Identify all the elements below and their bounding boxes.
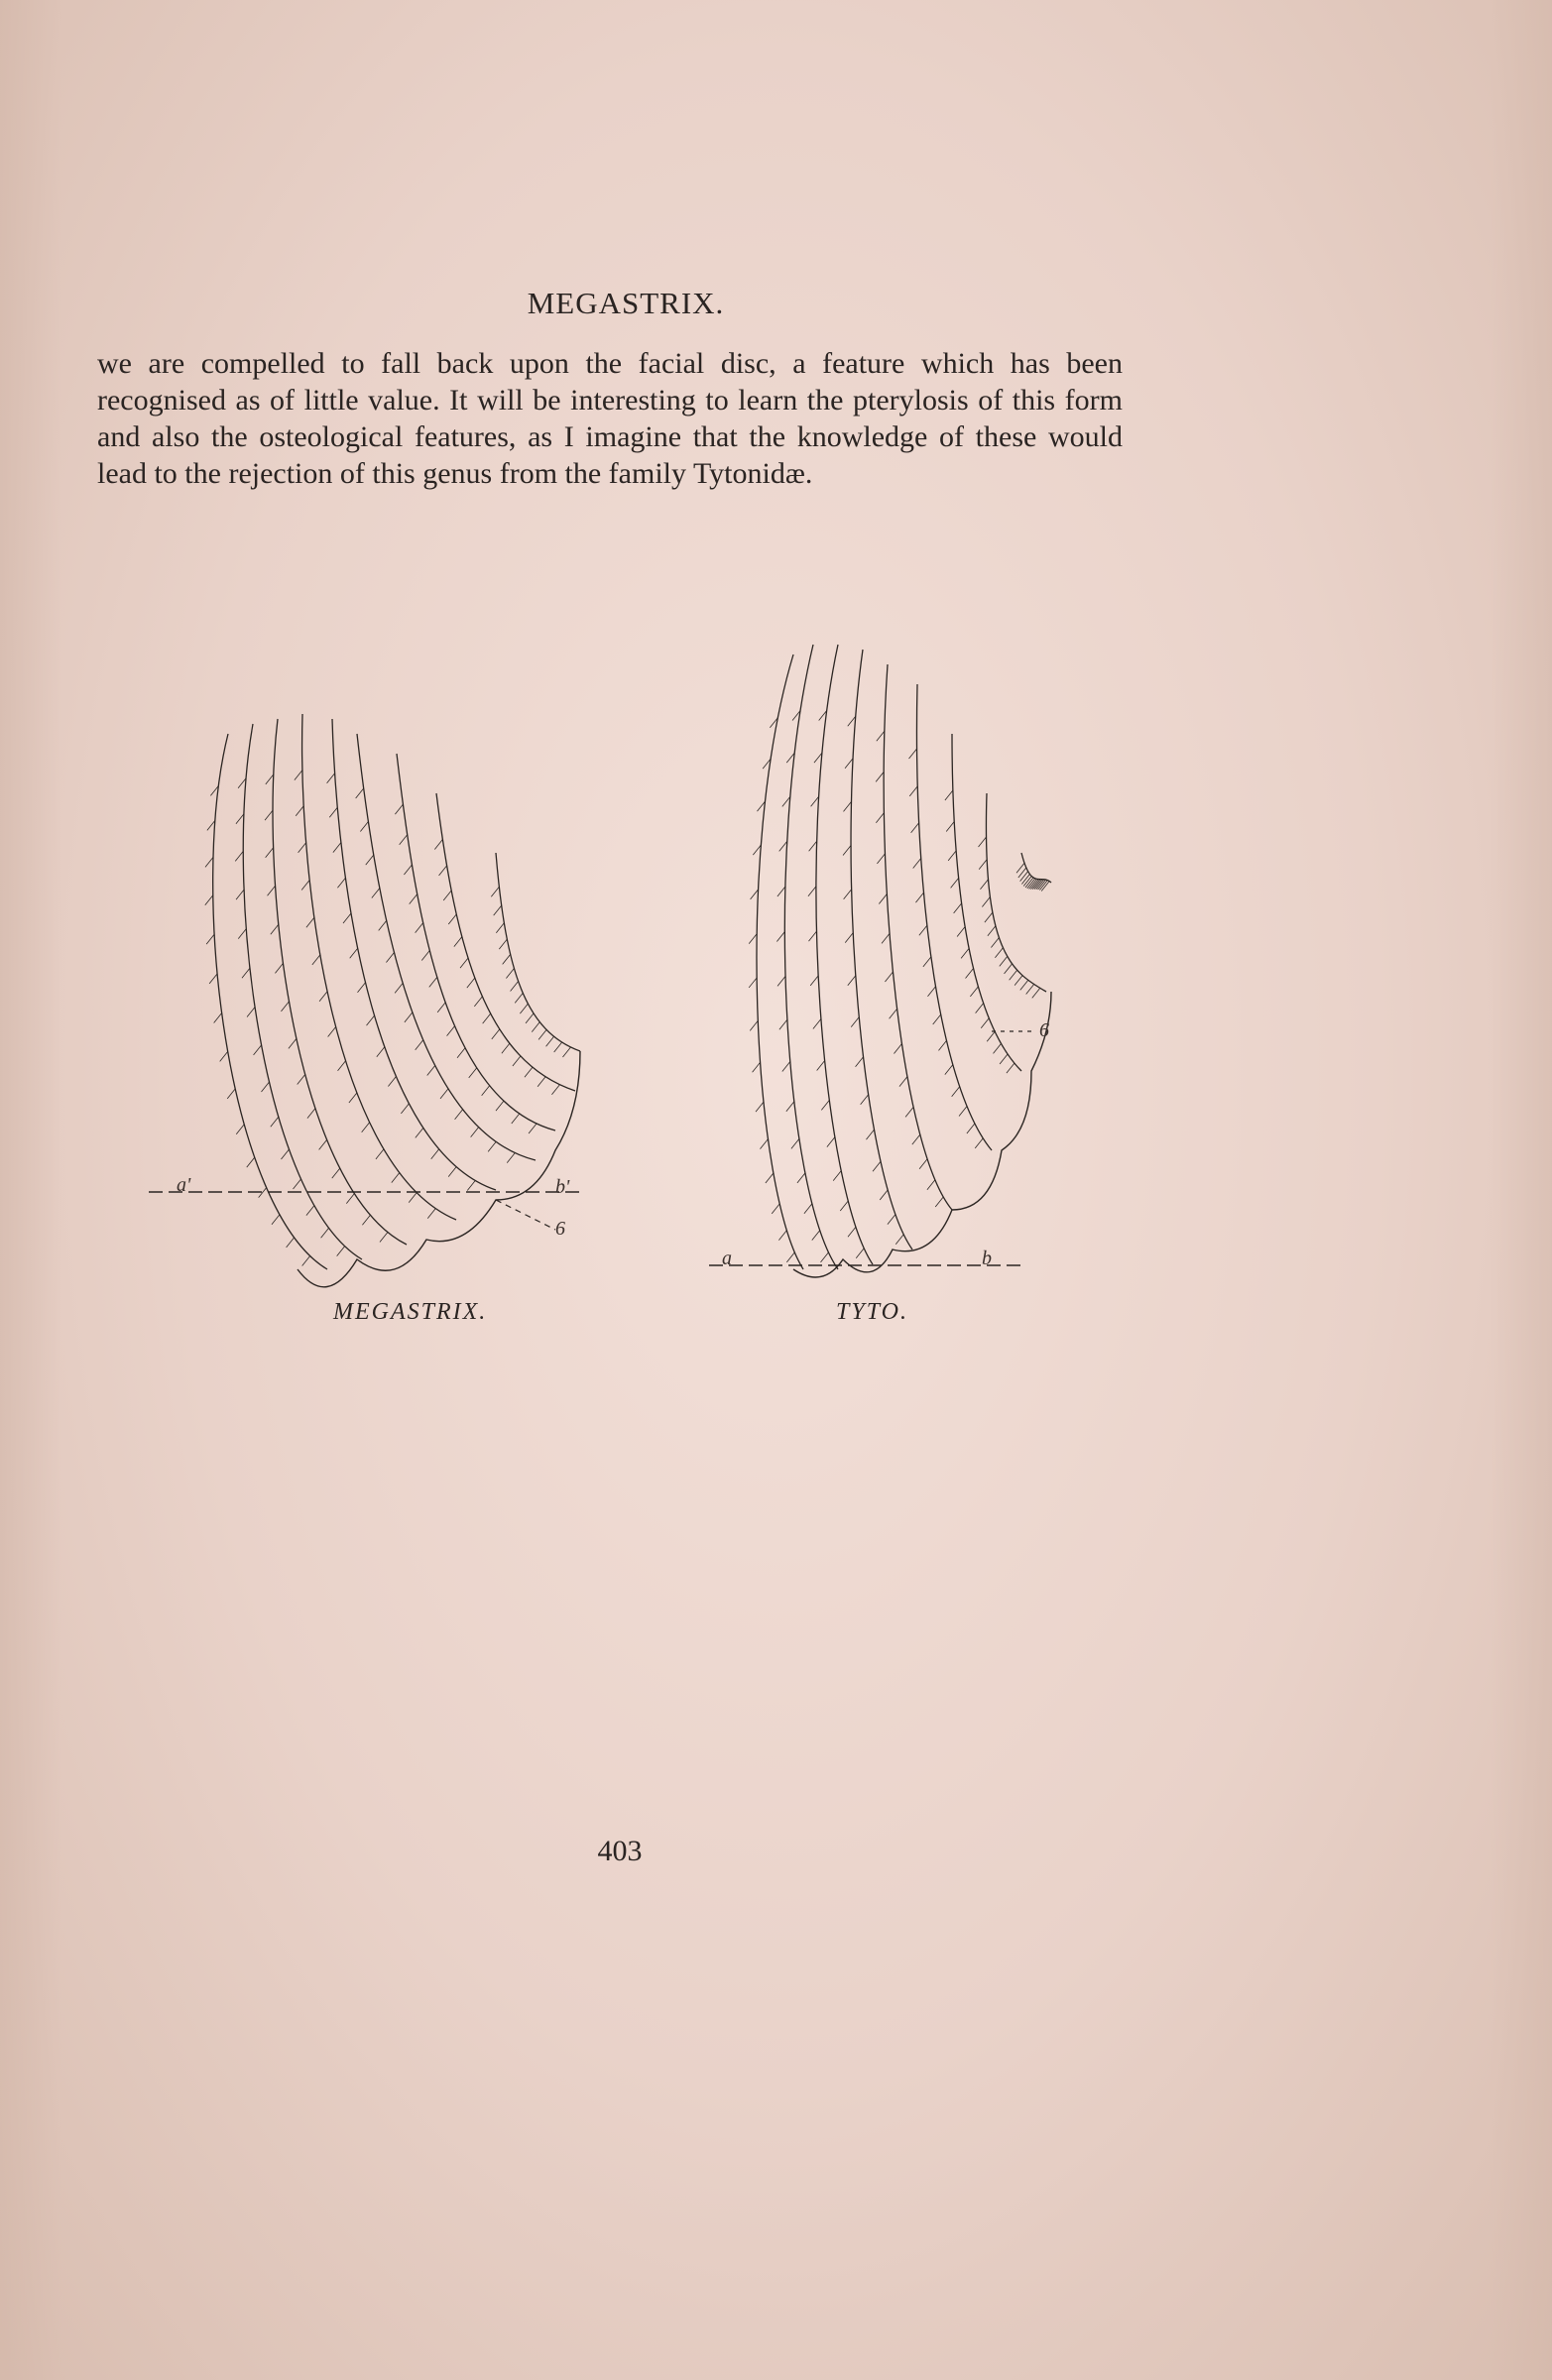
- feather-barb: [205, 895, 213, 905]
- feather-barb: [392, 1173, 400, 1183]
- feather-barb: [912, 1134, 920, 1144]
- feather-barb: [434, 839, 442, 849]
- feather-barb: [848, 1227, 856, 1237]
- feather-barb: [529, 1124, 537, 1133]
- feather-barb: [312, 955, 320, 965]
- feather-barb: [275, 963, 283, 973]
- feather-barb: [779, 841, 787, 851]
- feather-barb: [551, 1085, 559, 1095]
- feather-barb: [877, 854, 885, 864]
- feather-barb: [511, 981, 519, 991]
- feather-barb: [844, 890, 852, 899]
- feather-barb: [1026, 985, 1034, 995]
- feather-barb: [296, 806, 303, 816]
- feather-barb: [778, 1231, 786, 1241]
- feather-barb: [856, 1057, 864, 1067]
- feather-barb: [873, 1161, 881, 1171]
- feather-barb: [856, 1249, 864, 1258]
- feather-barb: [877, 731, 885, 741]
- feather-barb: [377, 1047, 385, 1057]
- feather-barb: [319, 1139, 327, 1149]
- feather-barb: [851, 1017, 859, 1027]
- feather-barb: [220, 1051, 228, 1061]
- feather-barb: [400, 835, 408, 845]
- feather-barb: [439, 866, 447, 876]
- feather-barb: [405, 1012, 413, 1022]
- feather-barb: [840, 1201, 848, 1211]
- feather-barb: [1020, 980, 1028, 990]
- feather-barb: [804, 1204, 812, 1214]
- feather-barb: [205, 857, 213, 867]
- feather-barb: [919, 925, 927, 935]
- feather-shaft: [302, 714, 456, 1220]
- feather-barb: [938, 1040, 946, 1050]
- feather-barb: [281, 1149, 289, 1159]
- feather-barb: [913, 859, 921, 869]
- feather-barb: [786, 1252, 794, 1262]
- feather-barb: [448, 1167, 456, 1177]
- feather-barb: [306, 1206, 314, 1216]
- feather-barb: [979, 837, 987, 847]
- feather-barb: [386, 952, 394, 962]
- feather-barb: [431, 1149, 439, 1159]
- feather-barb: [236, 814, 244, 824]
- feather-barb: [885, 972, 893, 982]
- megastrix-line-6: [496, 1200, 555, 1230]
- feather-barb: [933, 1014, 941, 1024]
- feather-barb: [306, 917, 314, 927]
- feather-barb: [268, 886, 276, 895]
- feather-barb: [494, 905, 502, 915]
- feather-barb: [879, 894, 887, 904]
- feather-shaft: [916, 684, 992, 1150]
- feather-barb: [777, 887, 785, 896]
- feather-barb: [372, 889, 380, 898]
- feather-barb: [488, 1141, 496, 1151]
- feather-shaft: [496, 853, 580, 1051]
- feather-barb: [483, 1013, 491, 1023]
- feather-barb: [948, 851, 956, 861]
- feather-barb: [843, 846, 851, 856]
- feather-barb: [779, 1019, 787, 1029]
- feather-barb: [482, 1086, 490, 1096]
- feather-barb: [927, 1180, 935, 1190]
- label-b: b: [982, 1248, 992, 1269]
- feather-barb: [427, 1209, 435, 1219]
- feather-barb: [236, 890, 244, 899]
- feather-barb: [395, 983, 403, 993]
- feather-barb: [554, 1042, 562, 1052]
- feather-barb: [812, 1231, 820, 1241]
- feather-barb: [247, 1157, 255, 1167]
- feather-barb: [287, 1238, 295, 1248]
- feather-barb: [298, 1074, 305, 1084]
- feather-barb: [1032, 988, 1040, 998]
- feather-illustrations: [0, 595, 1552, 1349]
- feather-barb: [356, 788, 364, 798]
- feather-barb: [546, 1036, 554, 1046]
- feather-barb: [261, 1082, 269, 1092]
- feather-barb: [513, 1056, 521, 1066]
- feather-barb: [362, 1215, 370, 1225]
- figure-plate: [0, 595, 1552, 1349]
- feather-barb: [821, 1100, 829, 1110]
- feather-barb: [1000, 1054, 1008, 1064]
- feather-barb: [469, 1068, 477, 1078]
- feather-barb: [329, 807, 337, 817]
- feather-barb: [471, 1128, 479, 1137]
- feather-barb: [970, 987, 978, 997]
- feather-barb: [1020, 872, 1028, 882]
- feather-barb: [1010, 970, 1017, 980]
- feather-barb: [327, 774, 335, 783]
- feather-shaft: [851, 650, 912, 1250]
- feather-barb: [512, 1114, 520, 1124]
- feather-shaft: [757, 654, 803, 1269]
- feather-barb: [776, 931, 784, 941]
- label-a-prime: a': [177, 1174, 191, 1196]
- feather-barb: [813, 1019, 821, 1029]
- feather-barb: [945, 790, 953, 800]
- feather-barb: [976, 1004, 984, 1013]
- feather-barb: [820, 1252, 828, 1262]
- feather-shaft: [243, 724, 362, 1259]
- feather-barb: [467, 1180, 475, 1190]
- feather-barb: [254, 1045, 262, 1055]
- feather-barb: [503, 954, 511, 964]
- feather-barb: [380, 1233, 388, 1243]
- feather-barb: [409, 1193, 417, 1203]
- feather-barb: [954, 903, 962, 913]
- feather-barb: [271, 1117, 279, 1127]
- feather-barb: [272, 1215, 280, 1225]
- feather-barb: [993, 1043, 1001, 1053]
- feather-barb: [502, 1043, 510, 1053]
- feather-barb: [294, 1179, 301, 1189]
- feather-barb: [982, 897, 990, 907]
- feather-barb: [289, 1038, 297, 1048]
- feather-barb: [882, 933, 890, 943]
- feather-barb: [899, 1077, 907, 1087]
- feather-barb: [894, 1044, 901, 1054]
- feather-barb: [429, 977, 437, 987]
- feather-barb: [343, 913, 351, 923]
- feather-barb: [410, 894, 418, 904]
- feather-barb: [1005, 964, 1013, 974]
- feather-barb: [766, 1173, 774, 1183]
- label-six-tyto: 6: [1039, 1019, 1049, 1041]
- feather-barb: [980, 880, 988, 890]
- feather-barb: [967, 1124, 975, 1133]
- feather-barb: [492, 1029, 500, 1039]
- feather-barb: [499, 939, 507, 949]
- feather-barb: [332, 1168, 340, 1178]
- feather-barb: [349, 1093, 357, 1103]
- feather-shaft: [816, 645, 873, 1264]
- feather-barb: [298, 843, 306, 853]
- feather-barb: [1021, 874, 1029, 884]
- feather-barb: [749, 934, 757, 944]
- feather-barb: [360, 822, 368, 832]
- feather-barb: [811, 796, 819, 806]
- feather-barb: [506, 968, 514, 978]
- feather-shaft: [273, 719, 407, 1245]
- feather-barb: [951, 878, 959, 888]
- feather-barb: [404, 865, 412, 875]
- feather-barb: [866, 1130, 874, 1139]
- feather-barb: [455, 1110, 463, 1120]
- feather-barb: [562, 1047, 570, 1057]
- feather-barb: [845, 759, 853, 769]
- feather-barb: [833, 1171, 841, 1181]
- feather-barb: [376, 1149, 384, 1159]
- feather-barb: [905, 1107, 913, 1117]
- feather-barb: [966, 969, 974, 979]
- feather-barb: [366, 855, 374, 865]
- feather-barb: [861, 1095, 869, 1105]
- feather-barb: [443, 891, 451, 900]
- feather-barb: [515, 993, 523, 1003]
- feather-barb: [333, 843, 341, 853]
- feather-barb: [935, 1197, 943, 1207]
- feather-barb: [338, 1061, 346, 1071]
- feather-barb: [236, 1125, 244, 1134]
- feather-barb: [457, 1048, 465, 1058]
- feather-barb: [1000, 956, 1008, 966]
- feather-barb: [247, 1008, 255, 1017]
- feather-barb: [995, 948, 1003, 958]
- feather-barb: [496, 1101, 504, 1111]
- feather-barb: [227, 1089, 235, 1099]
- feather-barb: [880, 1190, 888, 1200]
- feather-barb: [302, 1255, 310, 1265]
- feather-barb: [266, 774, 274, 784]
- feather-barb: [281, 1002, 289, 1012]
- feather-barb: [474, 997, 482, 1007]
- feather-barb: [532, 1022, 539, 1032]
- feather-barb: [979, 860, 987, 870]
- feather-barb: [985, 912, 993, 922]
- feather-barb: [927, 987, 935, 997]
- feather-barb: [388, 1076, 396, 1086]
- feather-barb: [760, 1139, 768, 1149]
- feather-barb: [401, 1104, 409, 1114]
- feather-barb: [749, 978, 757, 988]
- feather-barb: [350, 948, 358, 958]
- feather-barb: [357, 983, 365, 993]
- feather-barb: [525, 1067, 533, 1077]
- feather-barb: [301, 880, 309, 890]
- feather-barb: [756, 1102, 764, 1112]
- feather-barb: [946, 821, 954, 831]
- feather-barb: [1015, 976, 1022, 986]
- feather-barb: [753, 1062, 761, 1072]
- feather-barb: [467, 978, 475, 988]
- feather-barb: [888, 1215, 895, 1225]
- feather-barb: [265, 810, 273, 820]
- feather-barb: [791, 1138, 799, 1148]
- feather-barb: [238, 929, 246, 939]
- feather-barb: [507, 1153, 515, 1163]
- feather-barb: [379, 920, 387, 930]
- feather-barb: [235, 851, 243, 861]
- caption-megastrix: MEGASTRIX.: [333, 1299, 488, 1325]
- feather-barb: [957, 927, 965, 937]
- feather-barb: [923, 957, 931, 967]
- feather-barb: [319, 992, 327, 1002]
- feather-barb: [890, 1009, 897, 1018]
- feather-barb: [750, 1020, 758, 1030]
- feather-barb: [777, 976, 785, 986]
- feather-barb: [346, 1194, 354, 1204]
- tyto-feather-drawing: [749, 645, 1051, 1277]
- feather-barb: [817, 1061, 825, 1071]
- caption-tyto: TYTO.: [836, 1299, 908, 1325]
- feather-barb: [751, 890, 759, 899]
- feather-barb: [843, 801, 851, 811]
- feather-barb: [919, 1159, 927, 1169]
- feather-barb: [362, 1123, 370, 1132]
- feather-barb: [827, 1137, 835, 1147]
- feather-barb: [991, 938, 999, 948]
- feather-barb: [911, 823, 919, 833]
- label-a: a: [722, 1248, 732, 1269]
- feather-barb: [848, 976, 856, 986]
- feather-shaft: [784, 645, 838, 1269]
- feather-barb: [447, 1026, 455, 1036]
- feather-barb: [307, 1109, 315, 1119]
- feather-barb: [427, 1065, 435, 1075]
- feather-edge: [793, 992, 1051, 1277]
- feather-barb: [416, 1040, 423, 1050]
- feather-barb: [772, 1204, 779, 1214]
- feather-barb: [242, 968, 250, 978]
- feather-barb: [987, 1031, 995, 1041]
- feather-barb: [209, 974, 217, 984]
- megastrix-feather-drawing: [205, 714, 580, 1287]
- feather-barb: [786, 1102, 794, 1112]
- feather-barb: [961, 948, 969, 958]
- feather-shaft: [884, 664, 952, 1210]
- feather-barb: [895, 1235, 903, 1245]
- feather-barb: [988, 926, 996, 936]
- label-six-megastrix: 6: [555, 1218, 565, 1240]
- feather-barb: [214, 1012, 222, 1022]
- feather-barb: [421, 951, 429, 961]
- feather-barb: [876, 772, 884, 781]
- feather-barb: [876, 813, 884, 823]
- feather-barb: [416, 1128, 423, 1137]
- feather-barb: [448, 914, 456, 924]
- feather-barb: [271, 924, 279, 934]
- feather-barb: [295, 771, 302, 780]
- feather-barb: [266, 848, 274, 858]
- feather-barb: [981, 1018, 989, 1028]
- feather-barb: [454, 937, 462, 947]
- feather-barb: [491, 887, 499, 896]
- feather-barb: [321, 1228, 329, 1238]
- page-number: 403: [597, 1835, 643, 1867]
- feather-barb: [537, 1077, 545, 1087]
- feather-barb: [945, 1065, 953, 1075]
- label-b-prime: b': [555, 1176, 570, 1198]
- feather-barb: [952, 1087, 960, 1097]
- feather-barb: [496, 923, 504, 933]
- feather-barb: [440, 1089, 448, 1099]
- feather-barb: [808, 887, 816, 896]
- page-title: MEGASTRIX.: [527, 286, 725, 320]
- feather-barb: [337, 1247, 345, 1256]
- feather-barb: [845, 933, 853, 943]
- feather-barb: [909, 786, 917, 796]
- feather-barb: [1007, 1063, 1015, 1073]
- body-paragraph: we are compelled to fall back upon the facial disc, a feature which has been recognised as of little value. It will be interesting to learn the pterylosis of this form and also the osteological features, as I imagine that the knowledge of these would lead to the rejection of this genus from the family Tytonidæ.: [97, 347, 1123, 490]
- feather-barb: [526, 1013, 534, 1023]
- feather-barb: [395, 804, 403, 814]
- feather-barb: [538, 1029, 546, 1039]
- feather-barb: [460, 958, 468, 968]
- feather-shaft: [986, 793, 1046, 992]
- feather-barb: [328, 1027, 336, 1037]
- feather-barb: [915, 892, 923, 902]
- feather-barb: [808, 931, 816, 941]
- feather-barb: [810, 976, 818, 986]
- feather-barb: [206, 934, 214, 944]
- feather-barb: [975, 1138, 983, 1148]
- feather-barb: [782, 1062, 790, 1072]
- feather-barb: [797, 1173, 805, 1183]
- feather-barb: [959, 1107, 967, 1117]
- feather-barb: [809, 841, 817, 851]
- feather-barb: [367, 1015, 375, 1025]
- feather-barb: [437, 1003, 445, 1012]
- feather-barb: [520, 1004, 528, 1013]
- feather-shaft: [397, 754, 555, 1130]
- feather-shaft: [436, 793, 575, 1091]
- feather-barb: [337, 878, 345, 888]
- feather-barb: [909, 749, 917, 759]
- feather-barb: [416, 923, 423, 933]
